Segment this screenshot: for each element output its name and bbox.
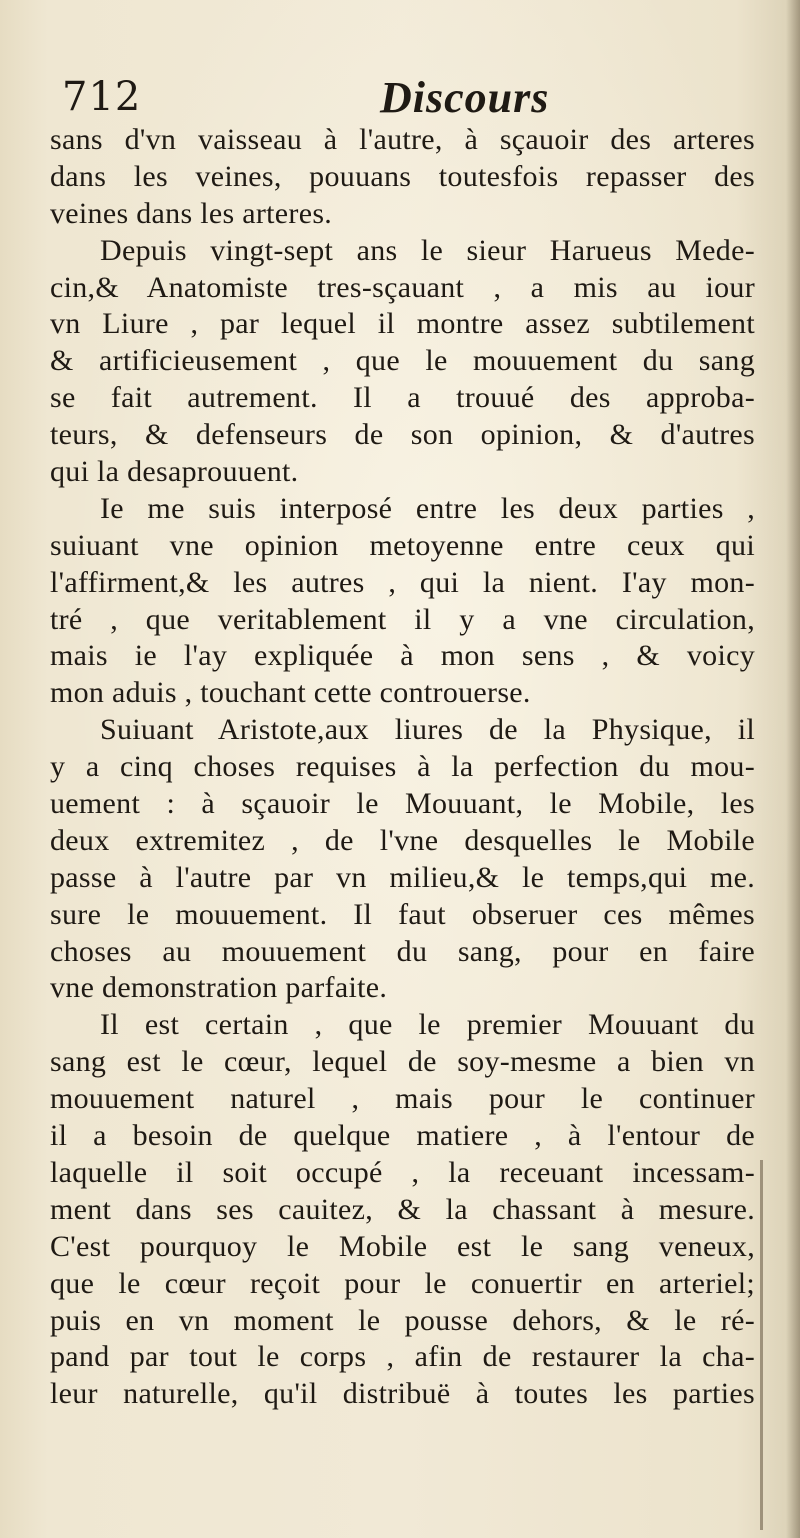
text-line: puis en vn moment le pousse dehors, & le ré-	[50, 1303, 755, 1337]
text-line: il a besoin de quelque matiere , à l'entour de	[50, 1119, 755, 1153]
text-line: C'est pourquoy le Mobile est le sang veneux,	[50, 1229, 755, 1263]
text-line: mouuement naturel , mais pour le continuer	[50, 1082, 755, 1116]
text-line: passe à l'autre par vn milieu,& le temps,qui me.	[50, 860, 755, 894]
text-line: Ie me suis interposé entre les deux parties ,	[100, 491, 755, 525]
binding-shadow-line	[760, 1160, 763, 1530]
text-line: laquelle il soit occupé , la receuant incessam-	[50, 1155, 755, 1189]
text-line: vne demonstration parfaite.	[50, 971, 388, 1005]
text-line: teurs, & defenseurs de son opinion, & d'autres	[50, 418, 755, 452]
text-line: se fait autrement. Il a trouué des approba-	[50, 381, 755, 415]
text-line: cin,& Anatomiste tres-sçauant , a mis au iour	[50, 270, 755, 304]
text-line: sans d'vn vaisseau à l'autre, à sçauoir des arteres	[50, 123, 755, 156]
text-line: veines dans les arteres.	[50, 196, 333, 230]
text-line: sang est le cœur, lequel de soy-mesme a bien vn	[50, 1045, 755, 1079]
text-line: uement : à sçauoir le Mouuant, le Mobile, les	[50, 787, 755, 821]
text-line: tré , que veritablement il y a vne circulation,	[50, 602, 755, 636]
text-line: vn Liure , par lequel il montre assez subtilement	[50, 307, 755, 341]
body-text	[50, 122, 755, 1413]
text-line: Suiuant Aristote,aux liures de la Physique, il	[100, 713, 755, 747]
text-line: Depuis vingt-sept ans le sieur Harueus Mede-	[100, 233, 755, 267]
text-line: ment dans ses cauitez, & la chassant à mesure.	[50, 1192, 755, 1226]
text-line: choses au mouuement du sang, pour en faire	[50, 934, 755, 968]
text-line: mon aduis , touchant cette controuerse.	[50, 676, 531, 710]
page-edge-shadow	[786, 0, 800, 1538]
text-line: leur naturelle, qu'il distribuë à toutes les parties	[50, 1377, 755, 1411]
running-title: Discours	[380, 73, 550, 122]
text-line: suiuant vne opinion metoyenne entre ceux qui	[50, 528, 755, 562]
text-line: mais ie l'ay expliquée à mon sens , & voicy	[50, 639, 755, 673]
page-number: 712	[62, 74, 142, 120]
text-line: l'affirment,& les autres , qui la nient. I'ay mon-	[50, 565, 755, 599]
text-line: sure le mouuement. Il faut obseruer ces mêmes	[50, 897, 755, 931]
text-line: pand par tout le corps , afin de restaurer la cha-	[50, 1340, 755, 1374]
text-line: Il est certain , que le premier Mouuant du	[100, 1008, 755, 1042]
text-line: qui la desaprouuent.	[50, 455, 299, 489]
text-line: & artificieusement , que le mouuement du sang	[50, 344, 755, 378]
text-line: y a cinq choses requises à la perfection du mou-	[50, 750, 755, 784]
text-line: deux extremitez , de l'vne desquelles le Mobile	[50, 823, 755, 857]
text-line: dans les veines, pouuans toutesfois repasser des	[50, 159, 755, 193]
text-line: que le cœur reçoit pour le conuertir en arteriel;	[50, 1266, 755, 1300]
